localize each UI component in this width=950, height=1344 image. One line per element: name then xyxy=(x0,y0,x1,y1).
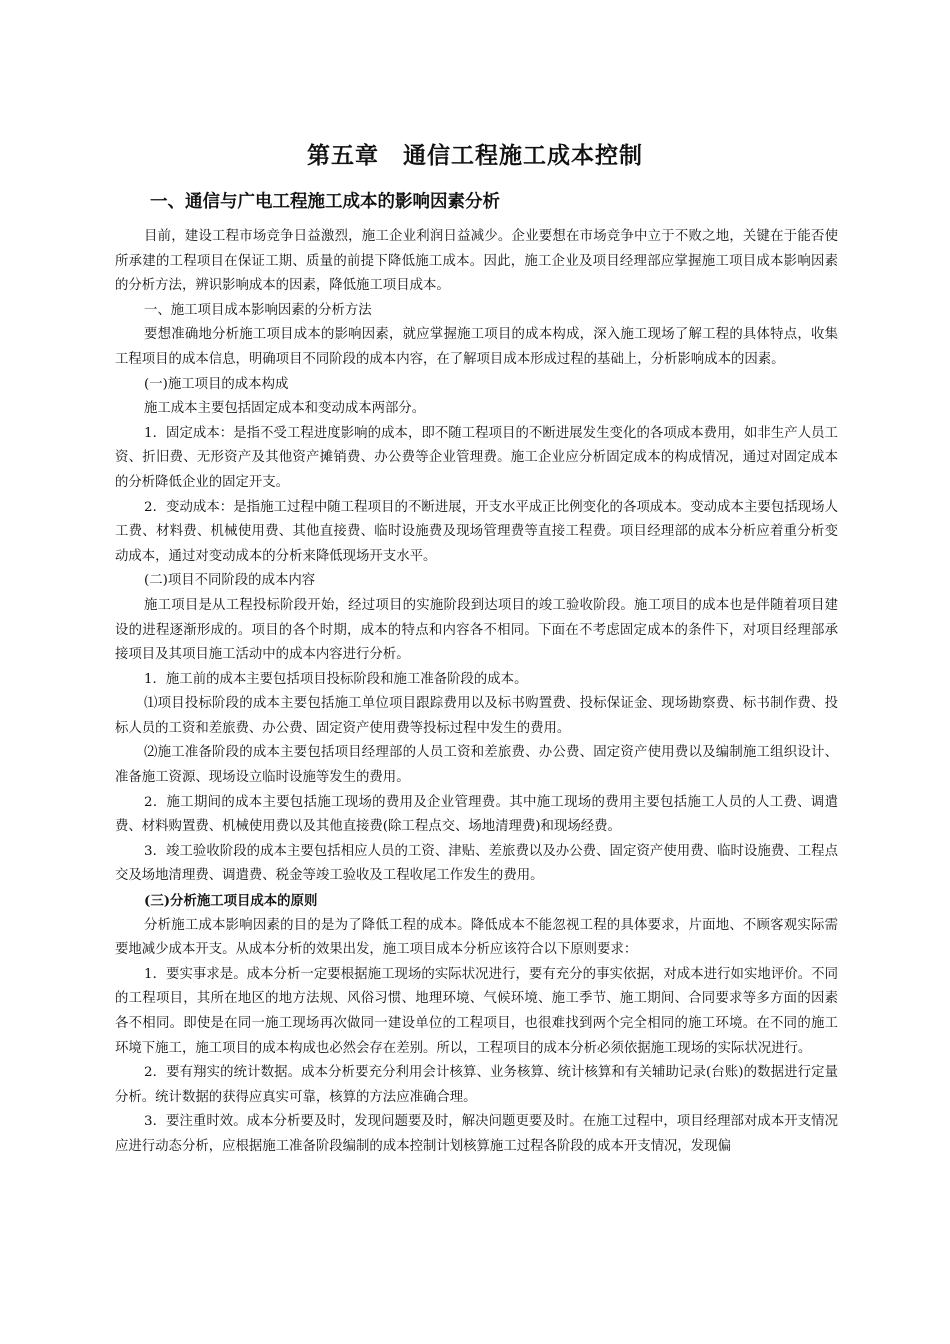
paragraph: 目前，建设工程市场竞争日益激烈，施工企业利润日益减少。企业要想在市场竞争中立于不败之地，关键在于能否使所承建的工程项目在保证工期、质量的前提下降低施工成本。因此，施工企业及项目经理部应掌握施工项目成本影响因素的分析方法，辨识影响成本的因素，降低施工项目成本。 xyxy=(115,229,838,294)
paragraph: 1．固定成本：是指不受工程进度影响的成本，即不随工程项目的不断进展发生变化的各项成本费用，如非生产人员工资、折旧费、无形资产及其他资产摊销费、办公费等企业管理费。施工企业应分析固定成本的构成情况，通过对固定成本的分析降低企业的固定开支。 xyxy=(115,425,838,490)
paragraph: 分析施工成本影响因素的目的是为了降低工程的成本。降低成本不能忽视工程的具体要求，片面地、不顾客观实际需要地减少成本开支。从成本分析的效果出发，施工项目成本分析应该符合以下原则要求： xyxy=(115,917,838,958)
body-text xyxy=(115,225,838,1160)
subheading: (二)项目不同阶段的成本内容 xyxy=(144,573,316,589)
paragraph: 1．要实事求是。成本分析一定要根据施工现场的实际状况进行，要有充分的事实依据，对成本进行如实地评价。不同的工程项目，其所在地区的地方法规、风俗习惯、地理环境、气候环境、施工季节、施工期间、合同要求等多方面的因素各不相同。即使是在同一施工现场再次做同一建设单位的工程项目，也很难找到两个完全相同的施工环境。在不同的施工环境下施工，施工项目的成本构成也必然会存在差别。所以，工程项目的成本分析必须依据施工现场的实际状况进行。 xyxy=(115,966,838,1056)
chapter-title: 第五章 通信工程施工成本控制 xyxy=(307,143,643,169)
paragraph: ⑵施工准备阶段的成本主要包括项目经理部的人员工资和差旅费、办公费、固定资产使用费以及编制施工组织设计、准备施工资源、现场设立临时设施等发生的费用。 xyxy=(115,745,838,786)
paragraph: 施工成本主要包括固定成本和变动成本两部分。 xyxy=(144,401,426,417)
paragraph: 施工项目是从工程投标阶段开始，经过项目的实施阶段到达项目的竣工验收阶段。施工项目的成本也是伴随着项目建设的进程逐渐形成的。项目的各个时期，成本的特点和内容各不相同。下面在不考虑固定成本的条件下，对项目经理部承接项目及其项目施工活动中的成本内容进行分析。 xyxy=(115,597,838,663)
paragraph: 3．要注重时效。成本分析要及时，发现问题要及时，解决问题更要及时。在施工过程中，项目经理部对成本开支情况应进行动态分析，应根据施工准备阶段编制的成本控制计划核算施工过程各阶段的成本开支情况，发现偏 xyxy=(115,1114,838,1154)
subheading: (一)施工项目的成本构成 xyxy=(144,376,289,392)
subheading-bold: (三)分析施工项目成本的原则 xyxy=(144,893,318,910)
paragraph: 要想准确地分析施工项目成本的影响因素，就应掌握施工项目的成本构成，深入施工现场了解工程的具体特点，收集工程项目的成本信息，明确项目不同阶段的成本内容，在了解项目成本形成过程的基础上，分析影响成本的因素。 xyxy=(115,327,838,367)
section-heading: 一、通信与广电工程施工成本的影响因素分析 xyxy=(150,192,500,212)
paragraph: 2．变动成本：是指施工过程中随工程项目的不断进展，开支水平成正比例变化的各项成本。变动成本主要包括现场人工费、材料费、机械使用费、其他直接费、临时设施费及现场管理费等直接工程费。项目经理部的成本分析应着重分析变动成本，通过对变动成本的分析来降低现场开支水平。 xyxy=(115,499,838,564)
paragraph: 1．施工前的成本主要包括项目投标阶段和施工准备阶段的成本。 xyxy=(144,671,528,687)
paragraph: 一、施工项目成本影响因素的分析方法 xyxy=(144,302,372,318)
paragraph: 2．施工期间的成本主要包括施工现场的费用及企业管理费。其中施工现场的费用主要包括施工人员的人工费、调遣费、材料购置费、机械使用费以及其他直接费(除工程点交、场地清理费)和现场经费。 xyxy=(115,794,838,835)
paragraph: ⑴项目投标阶段的成本主要包括施工单位项目跟踪费用以及标书购置费、投标保证金、现场勘察费、标书制作费、投标人员的工资和差旅费、办公费、固定资产使用费等投标过程中发生的费用。 xyxy=(115,696,838,736)
paragraph: 3．竣工验收阶段的成本主要包括相应人员的工资、津贴、差旅费以及办公费、固定资产使用费、临时设施费、工程点交及场地清理费、调遣费、税金等竣工验收及工程收尾工作发生的费用。 xyxy=(115,843,838,884)
paragraph: 2．要有翔实的统计数据。成本分析要充分利用会计核算、业务核算、统计核算和有关辅助记录(台账)的数据进行定量分析。统计数据的获得应真实可靠，核算的方法应准确合理。 xyxy=(115,1065,838,1105)
